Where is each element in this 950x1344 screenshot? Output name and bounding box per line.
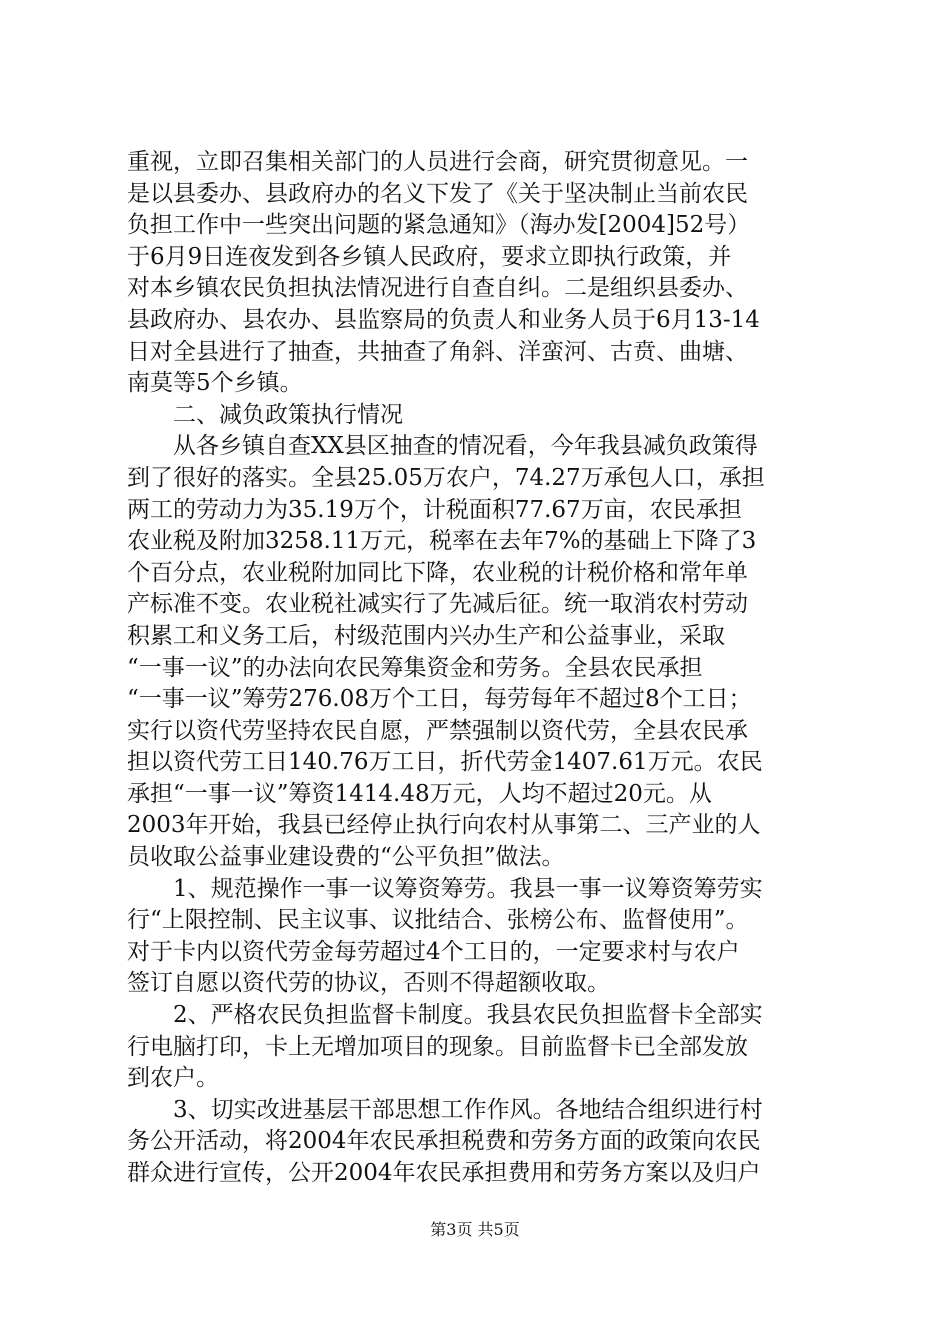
text-line: 南莫等5个乡镇。 — [127, 370, 303, 397]
text-line: 行电脑打印，卡上无增加项目的现象。目前监督卡已全部发放 — [127, 1033, 748, 1060]
text-line: 员收取公益事业建设费的“公平负担”做法。 — [127, 844, 565, 871]
section-heading: 二、减负政策执行情况 — [173, 401, 403, 428]
text-line: 2、严格农民负担监督卡制度。我县农民负担监督卡全部实 — [173, 1002, 763, 1029]
text-line: 务公开活动，将2004年农民承担税费和劳务方面的政策向农民 — [127, 1128, 761, 1155]
text-line: 个百分点，农业税附加同比下降，农业税的计税价格和常年单 — [127, 559, 748, 586]
text-line: 群众进行宣传，公开2004年农民承担费用和劳务方案以及归户 — [127, 1160, 761, 1186]
text-line: 1、规范操作一事一议筹资筹劳。我县一事一议筹资筹劳实 — [173, 875, 763, 902]
page-number: 第3页 共5页 — [430, 1220, 520, 1239]
text-line: 负担工作中一些突出问题的紧急通知》（海办发[2004]52号） — [127, 212, 751, 239]
text-line: 承担“一事一议”筹资1414.48万元，人均不超过20元。从 — [127, 780, 712, 807]
text-line: 签订自愿以资代劳的协议，否则不得超额收取。 — [127, 970, 610, 997]
text-line: “一事一议”的办法向农民筹集资金和劳务。全县农民承担 — [127, 654, 703, 681]
text-line: 从各乡镇自查XX县区抽查的情况看，今年我县减负政策得 — [173, 433, 758, 460]
text-line: 到了很好的落实。全县25.05万农户，74.27万承包人口，承担 — [127, 464, 765, 491]
document-body — [127, 147, 832, 1190]
text-line: 2003年开始，我县已经停止执行向农村从事第二、三产业的人 — [127, 812, 761, 839]
text-line: 重视，立即召集相关部门的人员进行会商，研究贯彻意见。一 — [127, 149, 748, 175]
text-line: 担以资代劳工日140.76万工日，折代劳金1407.61万元。农民 — [127, 749, 763, 776]
text-line: 于6月9日连夜发到各乡镇人民政府，要求立即执行政策，并 — [127, 243, 732, 270]
text-line: 对本乡镇农民负担执法情况进行自查自纠。二是组织县委办、 — [127, 275, 748, 302]
text-line: 3、切实改进基层干部思想工作作风。各地结合组织进行村 — [173, 1096, 763, 1123]
text-line: 到农户。 — [127, 1065, 219, 1092]
text-line: 实行以资代劳坚持农民自愿，严禁强制以资代劳，全县农民承 — [127, 717, 748, 744]
text-line: 积累工和义务工后，村级范围内兴办生产和公益事业，采取 — [127, 622, 725, 649]
text-line: “一事一议”筹劳276.08万个工日，每劳每年不超过8个工日； — [127, 686, 752, 713]
text-line: 行“上限控制、民主议事、议批结合、张榜公布、监督使用”。 — [127, 907, 749, 934]
text-line: 是以县委办、县政府办的名义下发了《关于坚决制止当前农民 — [127, 180, 748, 207]
text-line: 县政府办、县农办、县监察局的负责人和业务人员于6月13-14 — [127, 306, 760, 333]
text-line: 产标准不变。农业税社减实行了先减后征。统一取消农村劳动 — [127, 591, 748, 618]
text-line: 农业税及附加3258.11万元，税率在去年7%的基础上下降了3 — [127, 528, 757, 555]
text-line: 两工的劳动力为35.19万个，计税面积77.67万亩，农民承担 — [127, 496, 742, 523]
text-line: 日对全县进行了抽查，共抽查了角斜、洋蛮河、古贲、曲塘、 — [127, 338, 748, 365]
text-line: 对于卡内以资代劳金每劳超过4个工日的，一定要求村与农户 — [127, 938, 740, 965]
